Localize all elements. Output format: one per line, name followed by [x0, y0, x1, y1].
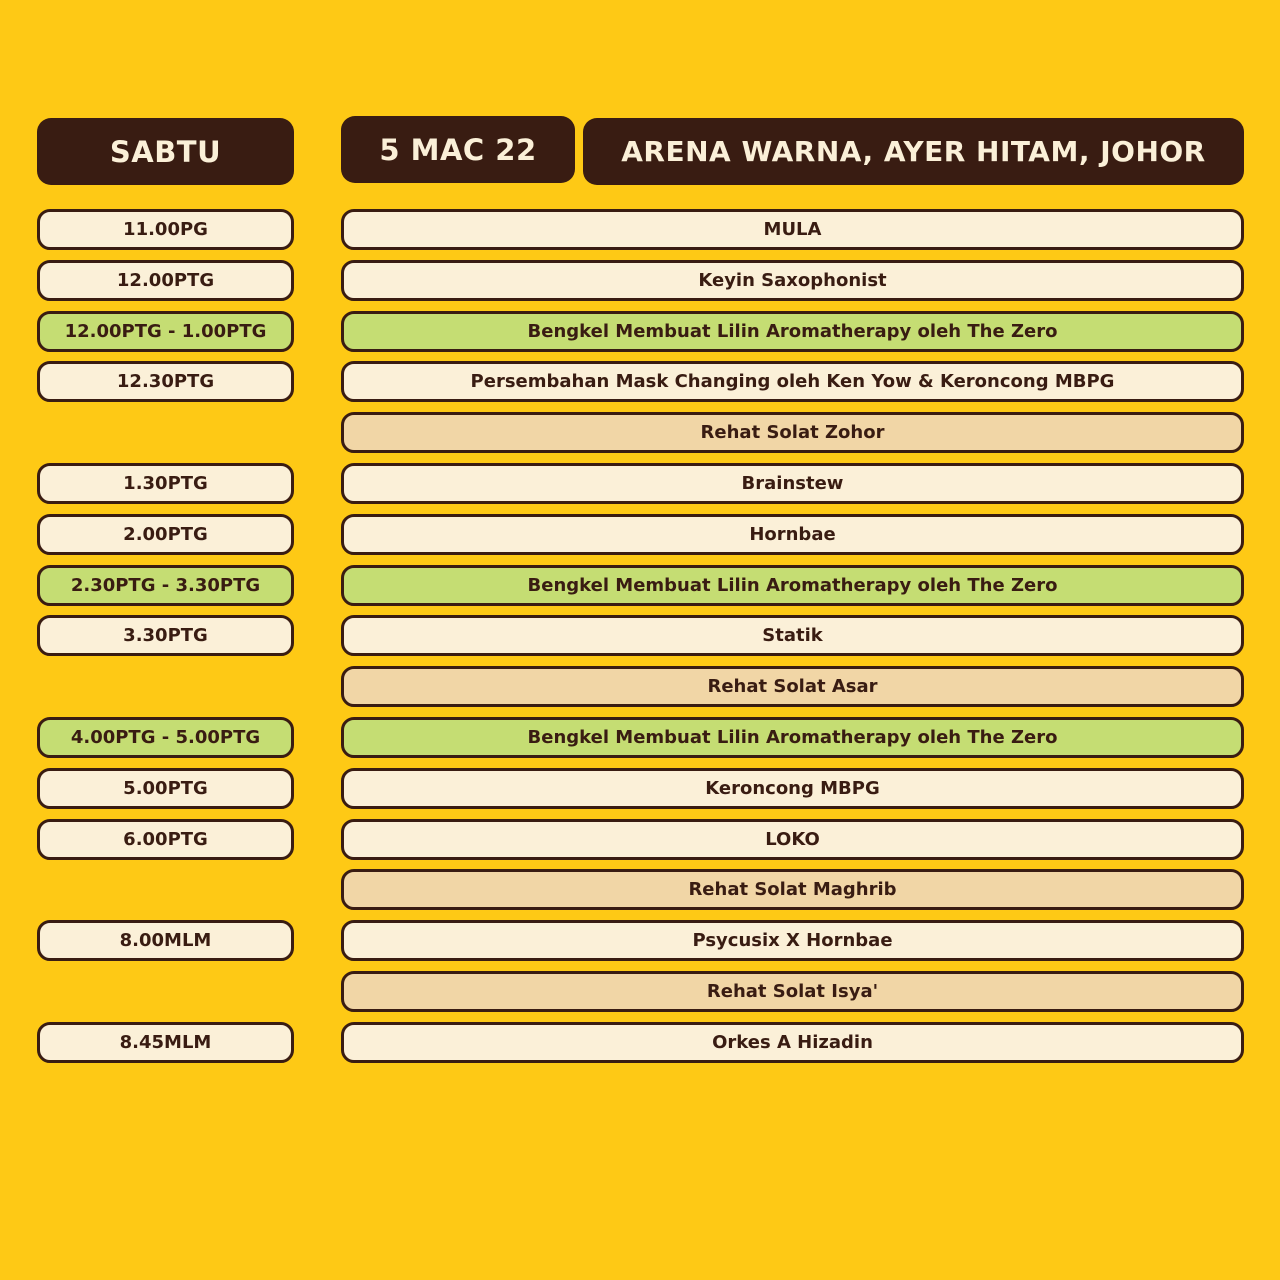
event-slot: Statik [341, 615, 1244, 656]
time-slot: 5.00PTG [37, 768, 294, 809]
schedule-row [0, 768, 1280, 809]
time-slot: 1.30PTG [37, 463, 294, 504]
schedule-row [0, 1022, 1280, 1063]
time-slot: 8.45MLM [37, 1022, 294, 1063]
time-slot: 6.00PTG [37, 819, 294, 860]
prayer-break-slot: Rehat Solat Isya' [341, 971, 1244, 1012]
event-slot: Hornbae [341, 514, 1244, 555]
schedule-row [0, 412, 1280, 453]
schedule-row [0, 361, 1280, 402]
schedule-row [0, 209, 1280, 250]
schedule-row [0, 260, 1280, 301]
time-slot: 12.00PTG [37, 260, 294, 301]
schedule-row [0, 971, 1280, 1012]
prayer-break-slot: Rehat Solat Maghrib [341, 869, 1244, 910]
workshop-slot: Bengkel Membuat Lilin Aromatherapy oleh The Zero [341, 311, 1244, 352]
prayer-break-slot: Rehat Solat Zohor [341, 412, 1244, 453]
event-slot: Brainstew [341, 463, 1244, 504]
venue-header: ARENA WARNA, AYER HITAM, JOHOR [583, 118, 1244, 185]
schedule-row [0, 463, 1280, 504]
time-slot: 12.30PTG [37, 361, 294, 402]
event-slot: Keyin Saxophonist [341, 260, 1244, 301]
schedule-row [0, 311, 1280, 352]
time-slot: 2.30PTG - 3.30PTG [37, 565, 294, 606]
time-slot: 12.00PTG - 1.00PTG [37, 311, 294, 352]
prayer-break-slot: Rehat Solat Asar [341, 666, 1244, 707]
time-slot: 8.00MLM [37, 920, 294, 961]
event-slot: Keroncong MBPG [341, 768, 1244, 809]
time-slot: 11.00PG [37, 209, 294, 250]
time-slot: 3.30PTG [37, 615, 294, 656]
schedule-row [0, 717, 1280, 758]
schedule-row [0, 615, 1280, 656]
day-header: SABTU [37, 118, 294, 185]
event-slot: Psycusix X Hornbae [341, 920, 1244, 961]
event-slot: LOKO [341, 819, 1244, 860]
schedule-row [0, 666, 1280, 707]
time-slot: 4.00PTG - 5.00PTG [37, 717, 294, 758]
event-slot: Persembahan Mask Changing oleh Ken Yow & Keroncong MBPG [341, 361, 1244, 402]
schedule-row [0, 920, 1280, 961]
workshop-slot: Bengkel Membuat Lilin Aromatherapy oleh The Zero [341, 565, 1244, 606]
time-slot: 2.00PTG [37, 514, 294, 555]
workshop-slot: Bengkel Membuat Lilin Aromatherapy oleh The Zero [341, 717, 1244, 758]
schedule-row [0, 565, 1280, 606]
date-header: 5 MAC 22 [341, 116, 575, 183]
event-slot: MULA [341, 209, 1244, 250]
event-slot: Orkes A Hizadin [341, 1022, 1244, 1063]
schedule-row [0, 819, 1280, 860]
schedule-row [0, 514, 1280, 555]
schedule-row [0, 869, 1280, 910]
